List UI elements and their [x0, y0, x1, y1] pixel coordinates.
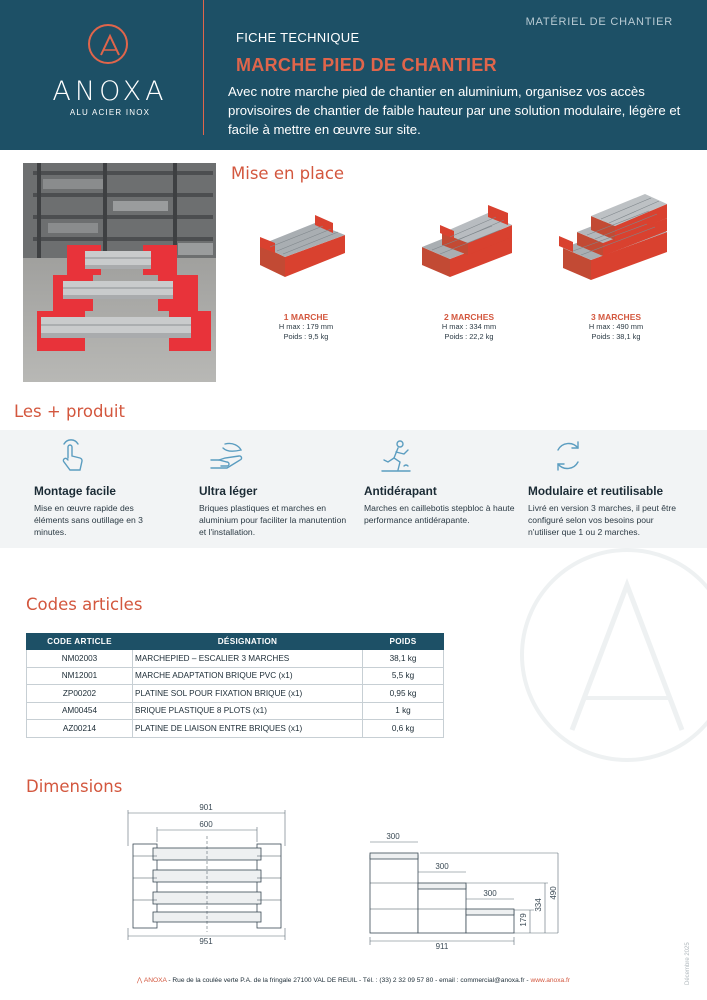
cell-designation: PLATINE DE LIAISON ENTRE BRIQUES (x1) [133, 720, 363, 738]
cell-code: ZP00202 [27, 685, 133, 703]
cell-code: NM12001 [27, 667, 133, 685]
dim-step-width: 600 [199, 820, 213, 829]
variant-hmax: H max : 334 mm [441, 322, 497, 331]
feature-title: Antidérapant [364, 484, 437, 498]
cell-designation: MARCHE ADAPTATION BRIQUE PVC (x1) [133, 667, 363, 685]
variant-one-step [246, 312, 366, 342]
footer-logo-icon: ⋀ [136, 977, 144, 984]
feature-title: Montage facile [34, 484, 116, 498]
column-header-weight: POIDS [363, 634, 444, 650]
variant-hmax: H max : 179 mm [278, 322, 334, 331]
footer-address: - Rue de la coulée verte P.A. de la fringale 27100 VAL DE REUIL - Tél. : (33) 2 32 09 57 80 - email : commercial@anoxa.fr - [166, 977, 531, 984]
cell-code: NM02003 [27, 650, 133, 668]
dim-step-3: 300 [483, 889, 497, 898]
brand-tagline: ALU ACIER INOX [69, 108, 151, 117]
advantages-section-title: Les + produit [14, 402, 125, 421]
dim-height-3: 490 [549, 886, 558, 900]
feather-hand-icon [207, 438, 247, 474]
dim-height-2: 334 [534, 898, 543, 912]
variant-name: 1 MARCHE [283, 312, 329, 322]
footer-website-link[interactable]: www.anoxa.fr [530, 977, 571, 984]
dim-base-width: 951 [199, 937, 213, 946]
product-photo [23, 163, 216, 382]
feature-title: Ultra léger [199, 484, 258, 498]
cell-weight: 5,5 kg [363, 667, 444, 685]
header-banner [0, 0, 707, 150]
cell-designation: MARCHEPIED – ESCALIER 3 MARCHES [133, 650, 363, 668]
column-header-code: CODE ARTICLE [27, 634, 133, 650]
watermark-logo-icon [512, 540, 707, 810]
table-row [27, 685, 444, 703]
table-row [27, 650, 444, 668]
document-type: FICHE TECHNIQUE [236, 30, 360, 45]
feature-text: Briques plastiques et marches en aluminium pour faciliter la manutention et l'installation. [199, 503, 347, 537]
page-title: MARCHE PIED DE CHANTIER [236, 55, 497, 75]
one-step-product-icon [255, 205, 350, 285]
cell-weight: 38,1 kg [363, 650, 444, 668]
cell-weight: 0,95 kg [363, 685, 444, 703]
codes-section-title: Codes articles [26, 595, 143, 614]
variant-two-steps [409, 312, 529, 342]
feature-title: Modulaire et reutilisable [528, 484, 664, 498]
slip-person-icon [378, 438, 414, 474]
setup-section-title: Mise en place [231, 164, 345, 183]
three-step-product-icon [555, 188, 675, 288]
top-view-drawing [125, 800, 295, 950]
table-row [27, 702, 444, 720]
feature-text: Marches en caillebotis stepbloc à haute performance antidérapante. [364, 503, 515, 525]
dim-step-2: 300 [435, 862, 449, 871]
dim-total-depth: 911 [435, 942, 449, 951]
variant-weight: Poids : 38,1 kg [591, 332, 641, 341]
header-divider [203, 0, 204, 135]
dim-outer-width: 901 [199, 803, 213, 812]
section-view-drawing [360, 825, 560, 960]
variant-name: 3 MARCHES [590, 312, 642, 322]
cell-weight: 0,6 kg [363, 720, 444, 738]
cell-designation: BRIQUE PLASTIQUE 8 PLOTS (x1) [133, 702, 363, 720]
table-row [27, 667, 444, 685]
feature-text: Livré en version 3 marches, il peut être configuré selon vos besoins pour n'utiliser que 1 ou 2 marches. [528, 503, 677, 537]
brand-name: ANOXA [52, 76, 168, 107]
footer-brand: ANOXA [143, 977, 167, 984]
category-label: MATÉRIEL DE CHANTIER [525, 16, 673, 28]
recycle-arrows-icon [550, 438, 586, 474]
cell-designation: PLATINE SOL POUR FIXATION BRIQUE (x1) [133, 685, 363, 703]
article-codes-table [26, 633, 444, 738]
features-band [0, 430, 707, 548]
variant-three-steps [556, 312, 676, 342]
cell-code: AZ00214 [27, 720, 133, 738]
column-header-designation: DÉSIGNATION [133, 634, 363, 650]
publication-date: Décembre 2025 [685, 942, 691, 985]
dim-step-1: 300 [386, 832, 400, 841]
dim-height-1: 179 [519, 913, 528, 927]
variant-name: 2 MARCHES [443, 312, 495, 322]
cell-code: AM00454 [27, 702, 133, 720]
footer [0, 976, 707, 984]
anoxa-logo-icon [88, 24, 128, 64]
tap-hand-icon [54, 438, 90, 474]
variant-weight: Poids : 22,2 kg [444, 332, 494, 341]
dimensions-section-title: Dimensions [26, 777, 123, 796]
table-header-row [27, 634, 444, 650]
variant-hmax: H max : 490 mm [588, 322, 644, 331]
cell-weight: 1 kg [363, 702, 444, 720]
feature-text: Mise en œuvre rapide des éléments sans outillage en 3 minutes. [34, 503, 143, 537]
two-step-product-icon [412, 195, 522, 285]
variant-weight: Poids : 9,5 kg [283, 332, 329, 341]
table-row [27, 720, 444, 738]
intro-paragraph: Avec notre marche pied de chantier en aluminium, organisez vos accès provisoires de chantier de faible hauteur par une solution modulaire, légère et facile à mettre en œuvre sur site. [228, 84, 681, 137]
